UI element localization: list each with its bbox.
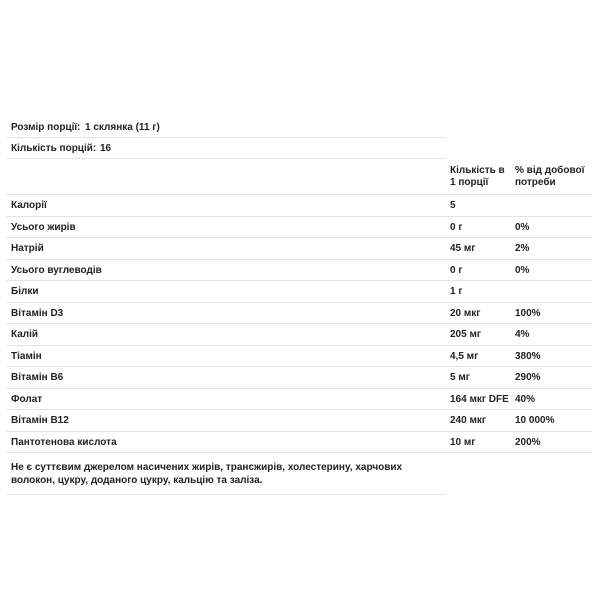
nutrient-name: Тіамін bbox=[11, 350, 42, 362]
nutrient-name: Калорії bbox=[11, 200, 47, 211]
nutrient-daily-value: 4% bbox=[515, 329, 530, 340]
nutrient-amount: 240 мкг bbox=[450, 415, 487, 426]
nutrient-name: Фолат bbox=[11, 393, 43, 405]
nutrient-daily-value: 0% bbox=[515, 221, 530, 233]
nutrient-name: Білки bbox=[11, 286, 39, 297]
nutrient-amount: 1 г bbox=[450, 286, 463, 297]
table-row bbox=[6, 195, 592, 217]
nutrient-name: Калій bbox=[11, 329, 39, 340]
table-row bbox=[6, 303, 592, 325]
amount-per-serving-header: Кількість в 1 порції bbox=[450, 165, 505, 188]
table-row bbox=[6, 238, 592, 260]
nutrition-facts-panel bbox=[6, 117, 592, 495]
table-row bbox=[6, 410, 592, 432]
nutrient-daily-value: 200% bbox=[515, 436, 541, 448]
nutrient-amount: 205 мг bbox=[450, 329, 482, 340]
nutrient-amount: 164 мкг DFE bbox=[450, 393, 509, 405]
table-row bbox=[6, 324, 592, 346]
nutrient-daily-value: 40% bbox=[515, 393, 536, 405]
servings-count-label: Кількість порцій: bbox=[11, 143, 97, 154]
table-header-row bbox=[6, 159, 592, 195]
nutrient-daily-value: 0% bbox=[515, 264, 530, 276]
table-row bbox=[6, 281, 592, 303]
serving-size-value: 1 склянка (11 г) bbox=[85, 122, 160, 133]
nutrient-table-body bbox=[6, 195, 592, 453]
nutrient-amount: 10 мг bbox=[450, 436, 476, 448]
nutrient-amount: 4,5 мг bbox=[450, 350, 479, 362]
nutrient-daily-value: 380% bbox=[515, 350, 541, 362]
nutrient-daily-value: 10 000% bbox=[515, 415, 555, 426]
footnote: Не є суттєвим джерелом насичених жирів, трансжирів, холестерину, харчових волокон, цукру, доданого цукру, кальцію та заліза. bbox=[6, 453, 446, 495]
nutrient-amount: 5 bbox=[450, 200, 456, 211]
nutrient-daily-value: 290% bbox=[515, 372, 541, 383]
nutrient-name: Пантотенова кислота bbox=[11, 436, 117, 448]
daily-value-header: % від добової потреби bbox=[515, 165, 585, 188]
nutrient-amount: 0 г bbox=[450, 264, 463, 276]
nutrient-name: Вітамін B12 bbox=[11, 415, 69, 426]
nutrient-daily-value: 100% bbox=[515, 307, 541, 319]
servings-count-row bbox=[6, 138, 446, 159]
nutrient-name: Усього жирів bbox=[11, 221, 76, 233]
nutrient-amount: 0 г bbox=[450, 221, 463, 233]
table-row bbox=[6, 432, 592, 454]
nutrient-amount: 45 мг bbox=[450, 243, 476, 254]
servings-count-value: 16 bbox=[100, 143, 112, 154]
table-row bbox=[6, 217, 592, 239]
table-row bbox=[6, 367, 592, 389]
nutrient-amount: 20 мкг bbox=[450, 307, 481, 319]
table-row bbox=[6, 389, 592, 411]
table-row bbox=[6, 260, 592, 282]
nutrient-name: Вітамін B6 bbox=[11, 372, 64, 383]
nutrient-name: Усього вуглеводів bbox=[11, 264, 102, 276]
table-row bbox=[6, 346, 592, 368]
nutrient-name: Натрій bbox=[11, 243, 44, 254]
nutrient-daily-value: 2% bbox=[515, 243, 530, 254]
serving-size-label: Розмір порції: bbox=[11, 122, 81, 133]
nutrient-amount: 5 мг bbox=[450, 372, 470, 383]
nutrient-name: Вітамін D3 bbox=[11, 307, 64, 319]
serving-size-row bbox=[6, 117, 446, 138]
